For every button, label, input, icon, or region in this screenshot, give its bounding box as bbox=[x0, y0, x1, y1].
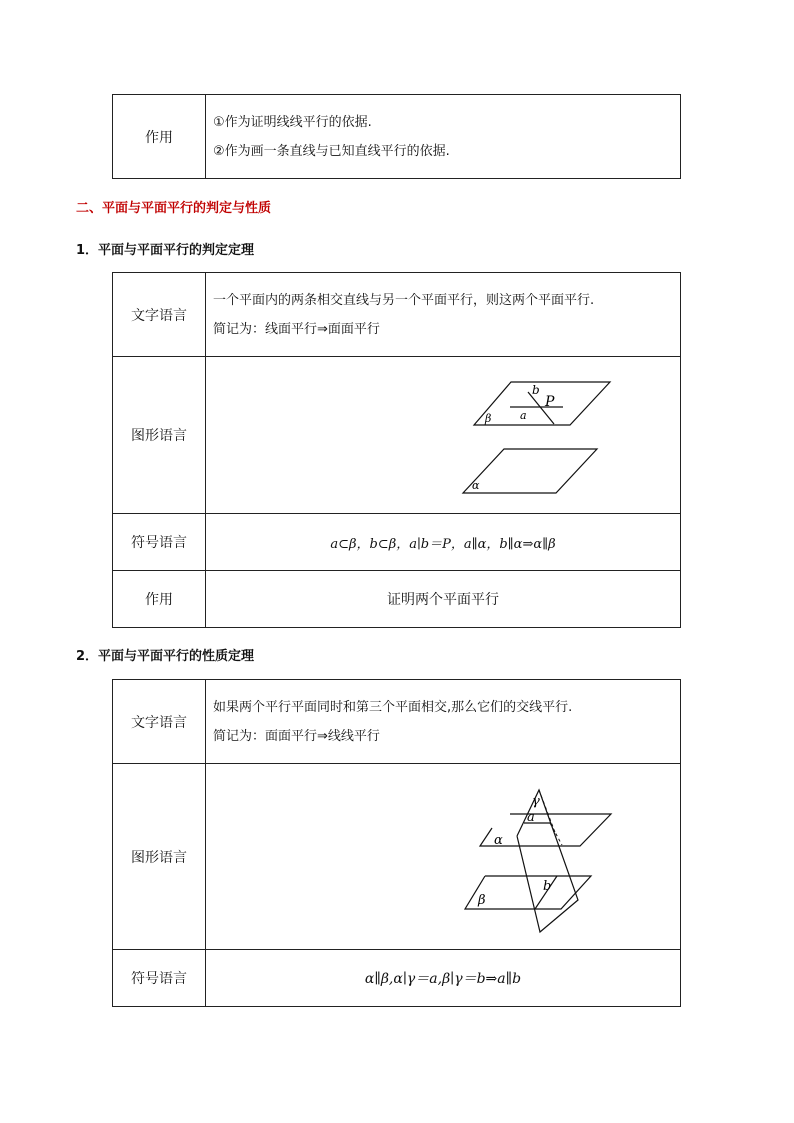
theorem1-figure-label: 图形语言 bbox=[113, 357, 206, 514]
theorem2-figure-label: 图形语言 bbox=[113, 764, 206, 950]
label-P: P bbox=[545, 393, 555, 410]
theorem2-text-line-2: 简记为：面面平行⇒线线平行 bbox=[213, 728, 380, 744]
theorem1-table bbox=[112, 272, 681, 628]
label-alpha: α bbox=[494, 832, 503, 848]
theorem2-table bbox=[112, 679, 681, 1007]
theorem2-text-content bbox=[206, 680, 681, 764]
plane-beta bbox=[474, 382, 610, 425]
theorem2-figure-cell bbox=[206, 764, 681, 950]
theorem2-figure bbox=[206, 765, 681, 949]
theorem2-symbol-label: 符号语言 bbox=[113, 950, 206, 1007]
theorem1-symbol-text: a⊂β，b⊂β，a∣b＝P，a∥α，b∥α⇒α∥β bbox=[206, 514, 681, 571]
theorem1-text-content bbox=[206, 273, 681, 357]
theorem1-use-text: 证明两个平面平行 bbox=[206, 571, 681, 628]
label-a: a bbox=[527, 809, 535, 825]
theorem1-figure bbox=[206, 358, 681, 513]
theorem2-symbol-text: α∥β,α∣γ＝a,β∣γ＝b⇒a∥b bbox=[206, 950, 681, 1007]
theorem2-text-line-1: 如果两个平行平面同时和第三个平面相交,那么它们的交线平行. bbox=[213, 699, 573, 715]
usage-label: 作用 bbox=[113, 95, 206, 179]
label-gamma: γ bbox=[532, 793, 540, 809]
plane-alpha bbox=[463, 449, 597, 493]
theorem1-title: 1．平面与平面平行的判定定理 bbox=[76, 243, 255, 258]
usage-content bbox=[206, 95, 681, 179]
theorem1-text-line-2: 简记为：线面平行⇒面面平行 bbox=[213, 321, 380, 337]
label-alpha: α bbox=[472, 478, 480, 492]
theorem1-text-label: 文字语言 bbox=[113, 273, 206, 357]
theorem2-title: 2．平面与平面平行的性质定理 bbox=[76, 649, 255, 664]
section-title: 二、平面与平面平行的判定与性质 bbox=[76, 201, 272, 216]
label-beta: β bbox=[485, 411, 492, 425]
theorem1-symbol-label: 符号语言 bbox=[113, 514, 206, 571]
theorem1-text-line-1: 一个平面内的两条相交直线与另一个平面平行，则这两个平面平行. bbox=[213, 292, 595, 308]
usage-line-1: ①作为证明线线平行的依据. bbox=[213, 114, 372, 130]
label-a: a bbox=[520, 408, 527, 422]
theorem1-figure-cell bbox=[206, 357, 681, 514]
theorem2-text-label: 文字语言 bbox=[113, 680, 206, 764]
theorem1-use-label: 作用 bbox=[113, 571, 206, 628]
usage-line-2: ②作为画一条直线与已知直线平行的依据. bbox=[213, 143, 450, 159]
label-beta: β bbox=[478, 892, 486, 908]
usage-table bbox=[112, 94, 681, 179]
label-b: b bbox=[543, 878, 552, 894]
gamma-edge-hidden bbox=[539, 790, 556, 835]
label-b: b bbox=[532, 382, 540, 397]
